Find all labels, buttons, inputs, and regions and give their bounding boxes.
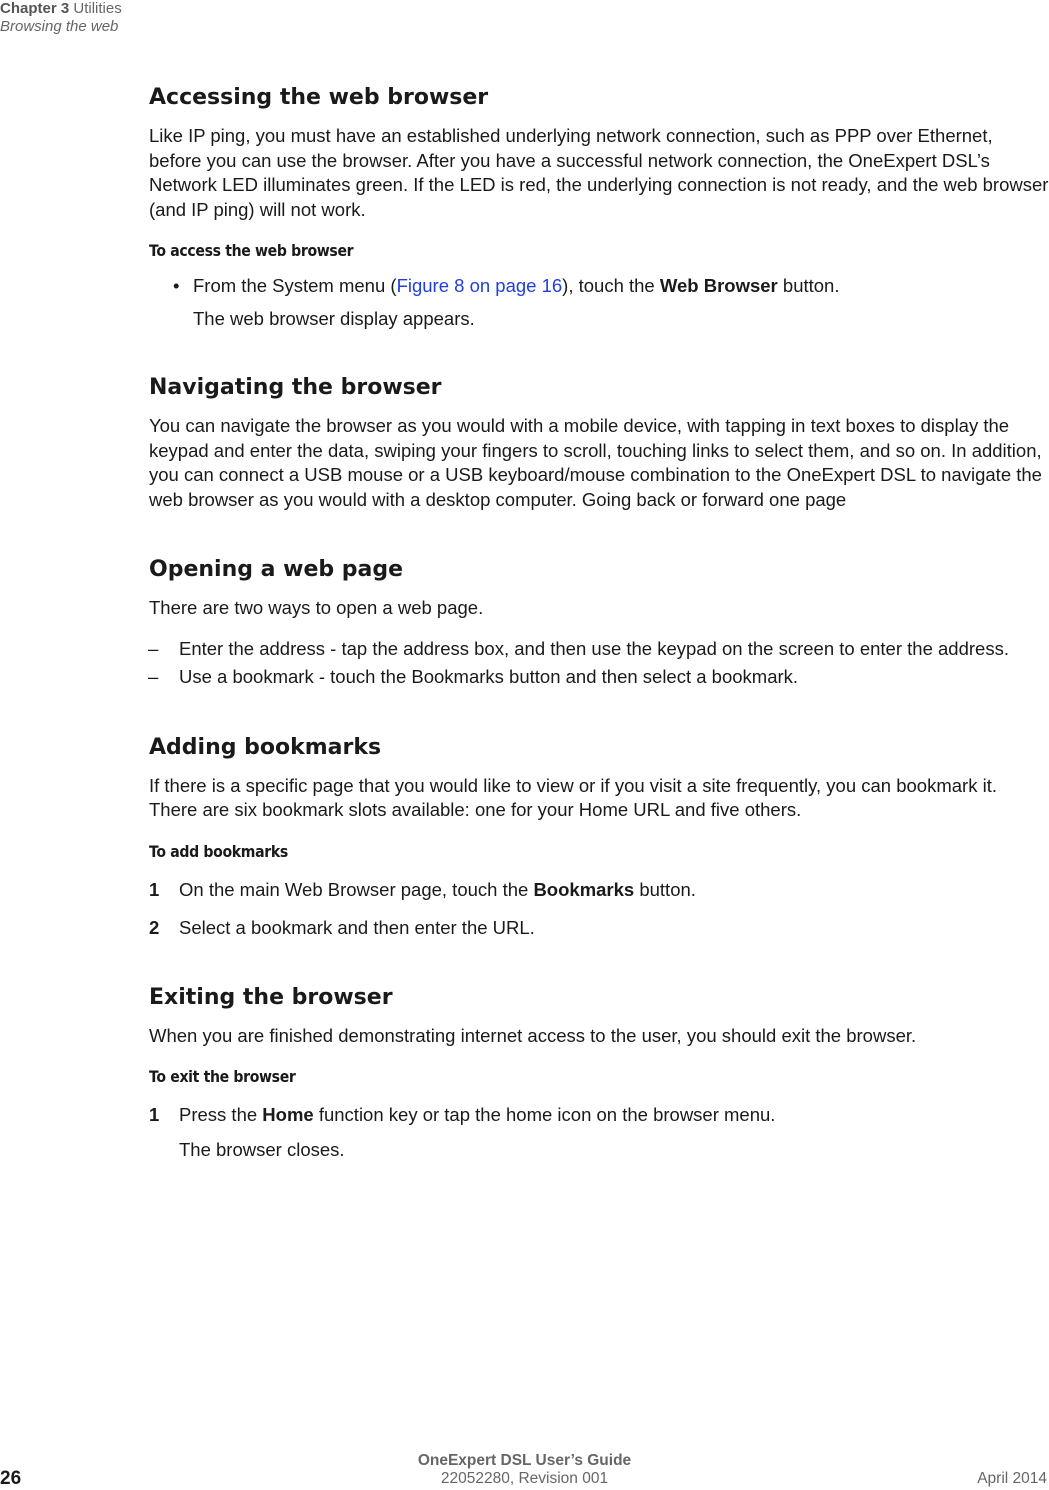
procedure-heading: To access the web browser xyxy=(149,241,354,260)
footer-revision: 22052280, Revision 001 xyxy=(440,1470,609,1487)
section-bookmarks xyxy=(149,734,1049,941)
chapter-number: Chapter 3 xyxy=(0,0,70,17)
procedure-heading: To exit the browser xyxy=(149,1067,296,1086)
section-accessing xyxy=(149,84,1049,331)
body-paragraph: There are two ways to open a web page. xyxy=(149,597,484,618)
page-content xyxy=(149,84,1049,1162)
body-paragraph: When you are finished demonstrating internet access to the user, you should exit the browser. xyxy=(149,1024,917,1046)
step-result: The browser closes. xyxy=(179,1138,345,1160)
step-text: Select a bookmark and then enter the URL. xyxy=(179,917,535,938)
step-text-post: button. xyxy=(634,878,696,900)
section-heading: Accessing the web browser xyxy=(149,85,489,110)
step-text xyxy=(149,878,1049,903)
home-term: Home xyxy=(262,1104,314,1125)
running-head-section: Browsing the web xyxy=(0,18,119,35)
section-heading: Opening a web page xyxy=(149,557,404,582)
page-number: 26 xyxy=(0,1468,22,1489)
footer-guide-title: OneExpert DSL User’s Guide xyxy=(417,1452,632,1469)
bullet-text-pre: From the System menu ( xyxy=(193,275,397,296)
procedure-heading: To add bookmarks xyxy=(149,841,288,861)
body-paragraph: If there is a specific page that you would like to view or if you visit a site frequently, you can bookmark it. There are six bookmark slots available: one for your Home URL and five others. xyxy=(149,774,997,820)
step-number: 2 xyxy=(149,917,160,938)
step-item xyxy=(149,1103,1049,1128)
figure-link[interactable]: Figure 8 on page 16 xyxy=(396,275,563,296)
step-result: The web browser display appears. xyxy=(193,307,475,329)
section-heading: Exiting the browser xyxy=(149,984,393,1010)
footer-date: April 2014 xyxy=(977,1470,1047,1487)
step-number: 1 xyxy=(149,1104,160,1125)
list-item-text: Enter the address - tap the address box, and then use the keypad on the screen to enter the address. xyxy=(179,637,1009,659)
step-item xyxy=(149,878,1049,903)
bullet-text-mid: ), touch the xyxy=(562,275,660,296)
section-navigating xyxy=(149,374,1049,512)
bullet-item xyxy=(149,274,1049,299)
step-text-pre: On the main Web Browser page, touch the xyxy=(179,878,534,900)
running-head xyxy=(0,0,122,36)
section-heading: Adding bookmarks xyxy=(149,734,382,760)
section-opening xyxy=(149,556,1049,690)
running-head-chapter-line xyxy=(0,0,122,18)
web-browser-term: Web Browser xyxy=(659,275,778,296)
step-text-pre: Press the xyxy=(179,1104,263,1125)
step-item xyxy=(149,916,1049,941)
section-heading: Navigating the browser xyxy=(149,375,442,400)
section-exiting xyxy=(149,984,1049,1163)
step-text-post: function key or tap the home icon on the browser menu. xyxy=(313,1104,776,1125)
bullet-text xyxy=(149,274,1049,299)
bullet-marker: • xyxy=(173,275,180,296)
bullet-text-post: button. xyxy=(777,275,840,296)
dash-marker: – xyxy=(148,666,159,687)
list-item xyxy=(149,637,1049,662)
list-item xyxy=(149,665,1049,690)
dash-marker: – xyxy=(148,637,159,659)
chapter-title: Utilities xyxy=(73,0,122,17)
bookmarks-term: Bookmarks xyxy=(533,878,635,900)
step-text xyxy=(149,1103,1049,1128)
step-number: 1 xyxy=(149,878,160,900)
list-item-text: Use a bookmark - touch the Bookmarks button and then select a bookmark. xyxy=(179,666,799,687)
body-paragraph: You can navigate the browser as you would with a mobile device, with tapping in text boxes to display the keypad and enter the data, swiping your fingers to scroll, touching links to select them, and so on. In addition, you can connect a USB mouse or a USB keyboard/mouse combination to the OneExpert DSL to navigate the web browser as you would with a desktop computer. Going back or forward one page xyxy=(149,415,1042,510)
body-paragraph: Like IP ping, you must have an established underlying network connection, such as PPP over Ethernet, before you can use the browser. After you have a successful network connection, the OneExpert DSL’s Network LED illuminates green. If the LED is red, the underlying connection is not ready, and the web browser (and IP ping) will not work. xyxy=(149,125,1049,220)
